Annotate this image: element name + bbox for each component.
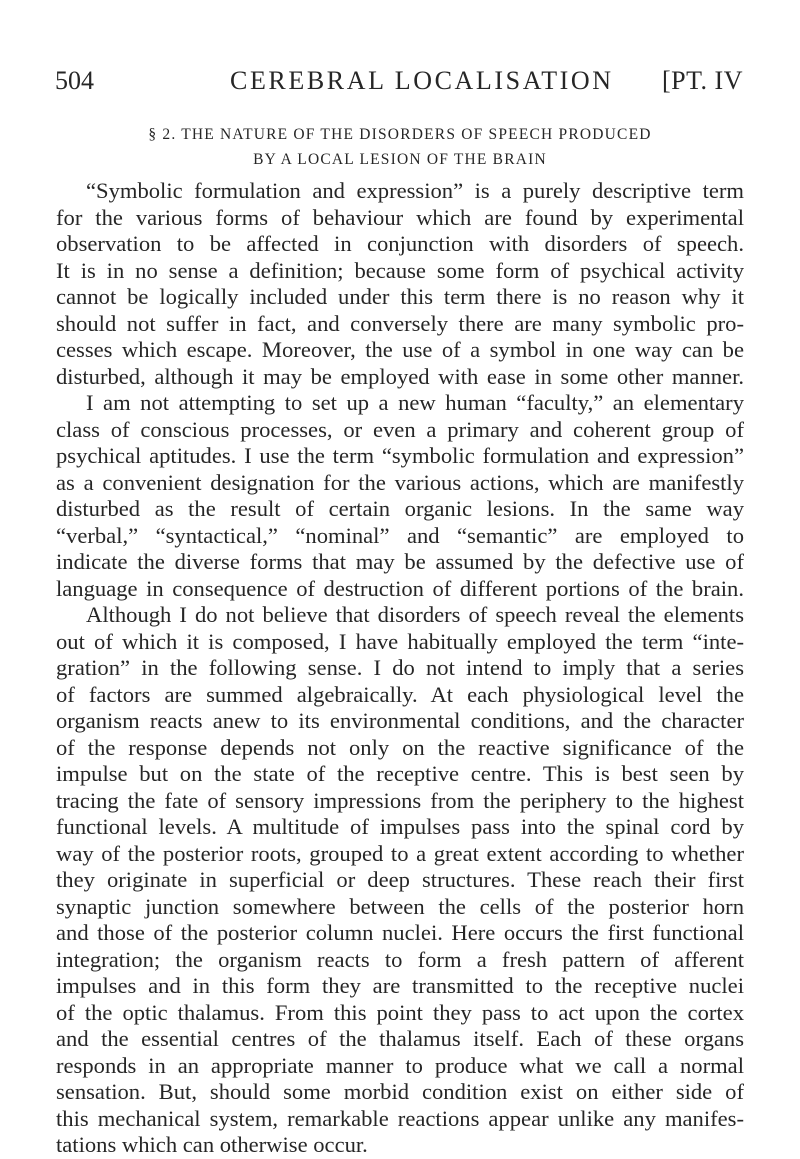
text-line: Although I do not believe that disorders of speech reveal the elements: [86, 602, 744, 627]
text-line: It is in no sense a definition; because some form of psychical activity: [56, 257, 744, 283]
text-line: integration; the organism reacts to form a fresh pattern of afferent: [56, 946, 744, 972]
text-line: this mechanical system, remarkable reactions appear unlike any manifes-: [56, 1105, 744, 1131]
text-line: sensation. But, should some morbid condition exist on either side of: [56, 1079, 744, 1104]
part-label: [PT. IV: [661, 66, 743, 95]
text-line: should not suffer in fact, and conversely there are many symbolic pro-: [56, 310, 744, 336]
text-line: I am not attempting to set up a new human “faculty,” an elementary: [86, 390, 744, 415]
text-line: cannot be logically included under this term there is no reason why it: [56, 284, 744, 309]
text-line: synaptic junction somewhere between the cells of the posterior horn: [56, 893, 744, 919]
text-line: tations which can otherwise occur.: [56, 1132, 368, 1157]
text-line: responds in an appropriate manner to produce what we call a normal: [56, 1052, 744, 1078]
text-line: psychical aptitudes. I use the term “symbolic formulation and expression”: [56, 443, 744, 468]
text-line: disturbed as the result of certain organic lesions. In the same way: [56, 496, 744, 521]
text-line: gration” in the following sense. I do not intend to imply that a series: [56, 655, 744, 680]
text-line: indicate the diverse forms that may be assumed by the defective use of: [56, 549, 744, 574]
text-line: language in consequence of destruction of different portions of the brain.: [56, 575, 744, 601]
text-line: way of the posterior roots, grouped to a great extent according to whether: [56, 840, 744, 866]
body-paragraph: [56, 178, 744, 1159]
text-line: of factors are summed algebraically. At each physiological level the: [56, 681, 744, 707]
text-line: class of conscious processes, or even a primary and coherent group of: [56, 416, 744, 442]
running-title: CEREBRAL LOCALISATION: [230, 66, 614, 95]
text-line: cesses which escape. Moreover, the use of a symbol in one way can be: [56, 337, 744, 362]
text-line: out of which it is composed, I have habitually employed the term “inte-: [56, 628, 744, 654]
text-line: impulses and in this form they are transmitted to the receptive nuclei: [56, 973, 744, 998]
text-line: for the various forms of behaviour which are found by experimental: [56, 204, 744, 230]
text-line: tracing the fate of sensory impressions from the periphery to the highest: [56, 787, 744, 813]
text-line: organism reacts anew to its environmental conditions, and the character: [56, 708, 744, 733]
text-line: impulse but on the state of the receptive centre. This is best seen by: [56, 761, 744, 786]
text-line: as a convenient designation for the various actions, which are manifestly: [56, 469, 744, 495]
text-line: of the optic thalamus. From this point they pass to act upon the cortex: [56, 999, 744, 1025]
text-line: “Symbolic formulation and expression” is a purely descriptive term: [86, 178, 744, 203]
page-number: 504: [55, 66, 94, 95]
text-line: observation to be affected in conjunction with disorders of speech.: [56, 231, 744, 256]
running-head: [55, 66, 743, 102]
text-line: of the response depends not only on the reactive significance of the: [56, 734, 744, 760]
section-heading-line: BY A LOCAL LESION OF THE BRAIN: [253, 151, 547, 168]
section-heading-line: § 2. THE NATURE OF THE DISORDERS OF SPEECH PRODUCED: [148, 126, 652, 143]
text-line: and those of the posterior column nuclei. Here occurs the first functional: [56, 920, 744, 945]
text-line: disturbed, although it may be employed with ease in some other manner.: [56, 363, 744, 389]
text-line: and the essential centres of the thalamus itself. Each of these organs: [56, 1026, 744, 1051]
section-heading: [56, 122, 744, 172]
text-line: functional levels. A multitude of impulses pass into the spinal cord by: [56, 814, 744, 839]
text-line: they originate in superficial or deep structures. These reach their first: [56, 867, 744, 892]
text-line: “verbal,” “syntactical,” “nominal” and “semantic” are employed to: [56, 522, 744, 548]
